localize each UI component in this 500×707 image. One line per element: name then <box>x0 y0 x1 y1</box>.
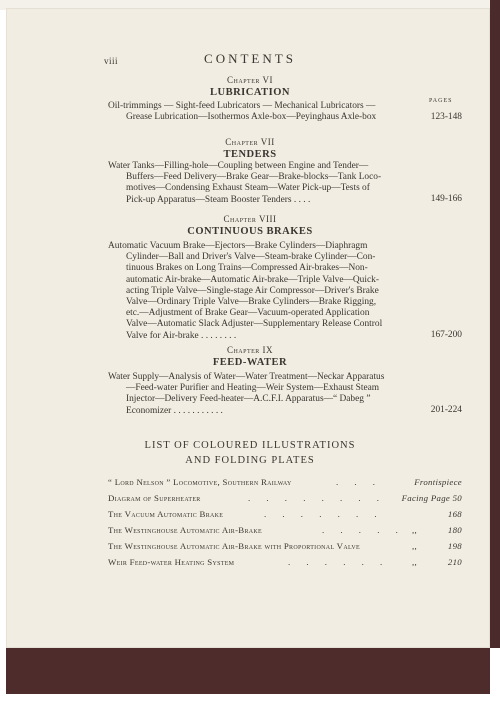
summary-line: Water Tanks—Filling-hole—Coupling between Engine and Tender— <box>108 161 369 171</box>
plate-title: The Westinghouse Automatic Air-Brake with Proportional Valve <box>108 541 360 551</box>
chapter-heading: Chapter IX <box>226 345 274 355</box>
plates-heading-line2: AND FOLDING PLATES <box>185 455 315 466</box>
summary-line: —Feed-water Purifier and Heating—Weir System—Exhaust Steam <box>126 383 380 394</box>
summary-line: motives—Condensing Exhaust Steam—Water Pick-up—Tests of <box>126 183 370 194</box>
plate-title: The Vacuum Automatic Brake <box>108 509 224 519</box>
plate-page-ref: Facing Page 50 <box>401 493 462 503</box>
chapter-page-range: 149-166 <box>430 194 462 204</box>
summary-line: Water Supply—Analysis of Water—Water Treatment—Neckar Apparatus <box>108 372 385 382</box>
plate-entry <box>108 525 462 537</box>
plate-entry <box>108 509 462 521</box>
plate-entry <box>108 557 462 569</box>
chapter-title: FEED-WATER <box>212 357 288 368</box>
summary-line: Pick-up Apparatus—Steam Booster Tenders . . . . <box>126 194 311 205</box>
leader-dots: . . . . . . . <box>264 509 384 519</box>
summary-line: Grease Lubrication—Isothermos Axle-box—Peyinghaus Axle-box <box>126 112 377 123</box>
chapter-page-range: 201-224 <box>430 405 462 415</box>
summary-line: Valve for Air-brake . . . . . . . . <box>126 330 237 341</box>
chapter-summary <box>108 241 408 342</box>
summary-line: Injector—Delivery Feed-heater—A.C.F.I. Apparatus—“ Dabeg ” <box>126 394 371 405</box>
chapter-title: LUBRICATION <box>210 87 290 98</box>
ditto-mark: ,, <box>412 541 417 551</box>
chapter-summary <box>108 161 408 206</box>
plate-page-ref: 180 <box>447 525 462 535</box>
summary-line: Automatic Vacuum Brake—Ejectors—Brake Cylinders—Diaphragm <box>108 241 368 251</box>
contents-heading: CONTENTS <box>204 51 296 66</box>
chapter-page-range: 123-148 <box>430 112 462 122</box>
page-number-roman: viii <box>104 56 119 66</box>
summary-line: Oil-trimmings — Sight-feed Lubricators — Mechanical Lubricators — <box>108 101 376 111</box>
plate-entry <box>108 477 462 489</box>
plate-page-ref: 198 <box>447 541 462 551</box>
plate-title: Weir Feed-water Heating System <box>108 557 235 567</box>
plates-heading: LIST OF COLOURED ILLUSTRATIONS <box>144 440 356 451</box>
chapter-summary <box>108 372 408 417</box>
summary-line: etc.—Adjustment of Brake Gear—Vacuum-operated Application <box>126 308 370 319</box>
chapter-summary <box>108 101 408 123</box>
ditto-mark: ,, <box>412 525 417 535</box>
summary-line: Buffers—Feed Delivery—Brake Gear—Brake-blocks—Tank Loco- <box>126 172 382 183</box>
summary-line: tinuous Brakes on Long Trains—Compressed Air-brakes—Non- <box>126 263 368 274</box>
chapter-page-range: 167-200 <box>430 330 462 340</box>
summary-line: Valve—Ordinary Triple Valve—Brake Cylinders—Brake Rigging, <box>126 297 377 308</box>
plate-title: Diagram of Superheater <box>108 493 201 503</box>
ditto-mark: ,, <box>412 557 417 567</box>
summary-line: Valve—Automatic Slack Adjuster—Supplementary Release Control <box>126 319 383 330</box>
summary-line: Economizer . . . . . . . . . . . <box>126 405 223 416</box>
chapter-title: CONTINUOUS BRAKES <box>187 226 313 237</box>
book-cover-bottom <box>6 648 490 694</box>
leader-dots: . . . . . . <box>288 557 390 567</box>
pages-column-label: PAGES <box>429 98 453 104</box>
leader-dots: . . . . . <box>322 525 405 535</box>
summary-line: acting Triple Valve—Single-stage Air Compressor—Driver's Brake <box>126 285 379 296</box>
plate-page-ref: 210 <box>447 557 462 567</box>
chapter-heading: Chapter VIII <box>223 214 277 224</box>
plate-title: The Westinghouse Automatic Air-Brake <box>108 525 262 535</box>
plate-page-ref: 168 <box>447 509 462 519</box>
plate-entry <box>108 541 462 553</box>
chapter-heading: Chapter VII <box>225 137 275 147</box>
plate-title: “ Lord Nelson ” Locomotive, Southern Railway <box>108 477 292 487</box>
summary-line: Cylinder—Ball and Driver's Valve—Steam-brake Cylinder—Con- <box>126 252 376 263</box>
leader-dots: . . . . . . . . <box>248 493 386 503</box>
leader-dots: . . . <box>336 477 382 487</box>
summary-line: automatic Air-brake—Automatic Air-brake—Triple Valve—Quick- <box>126 274 379 285</box>
chapter-title: TENDERS <box>223 149 277 160</box>
plate-page-ref: Frontispiece <box>414 477 462 487</box>
plate-entry <box>108 493 462 505</box>
chapter-heading: Chapter VI <box>227 75 273 85</box>
